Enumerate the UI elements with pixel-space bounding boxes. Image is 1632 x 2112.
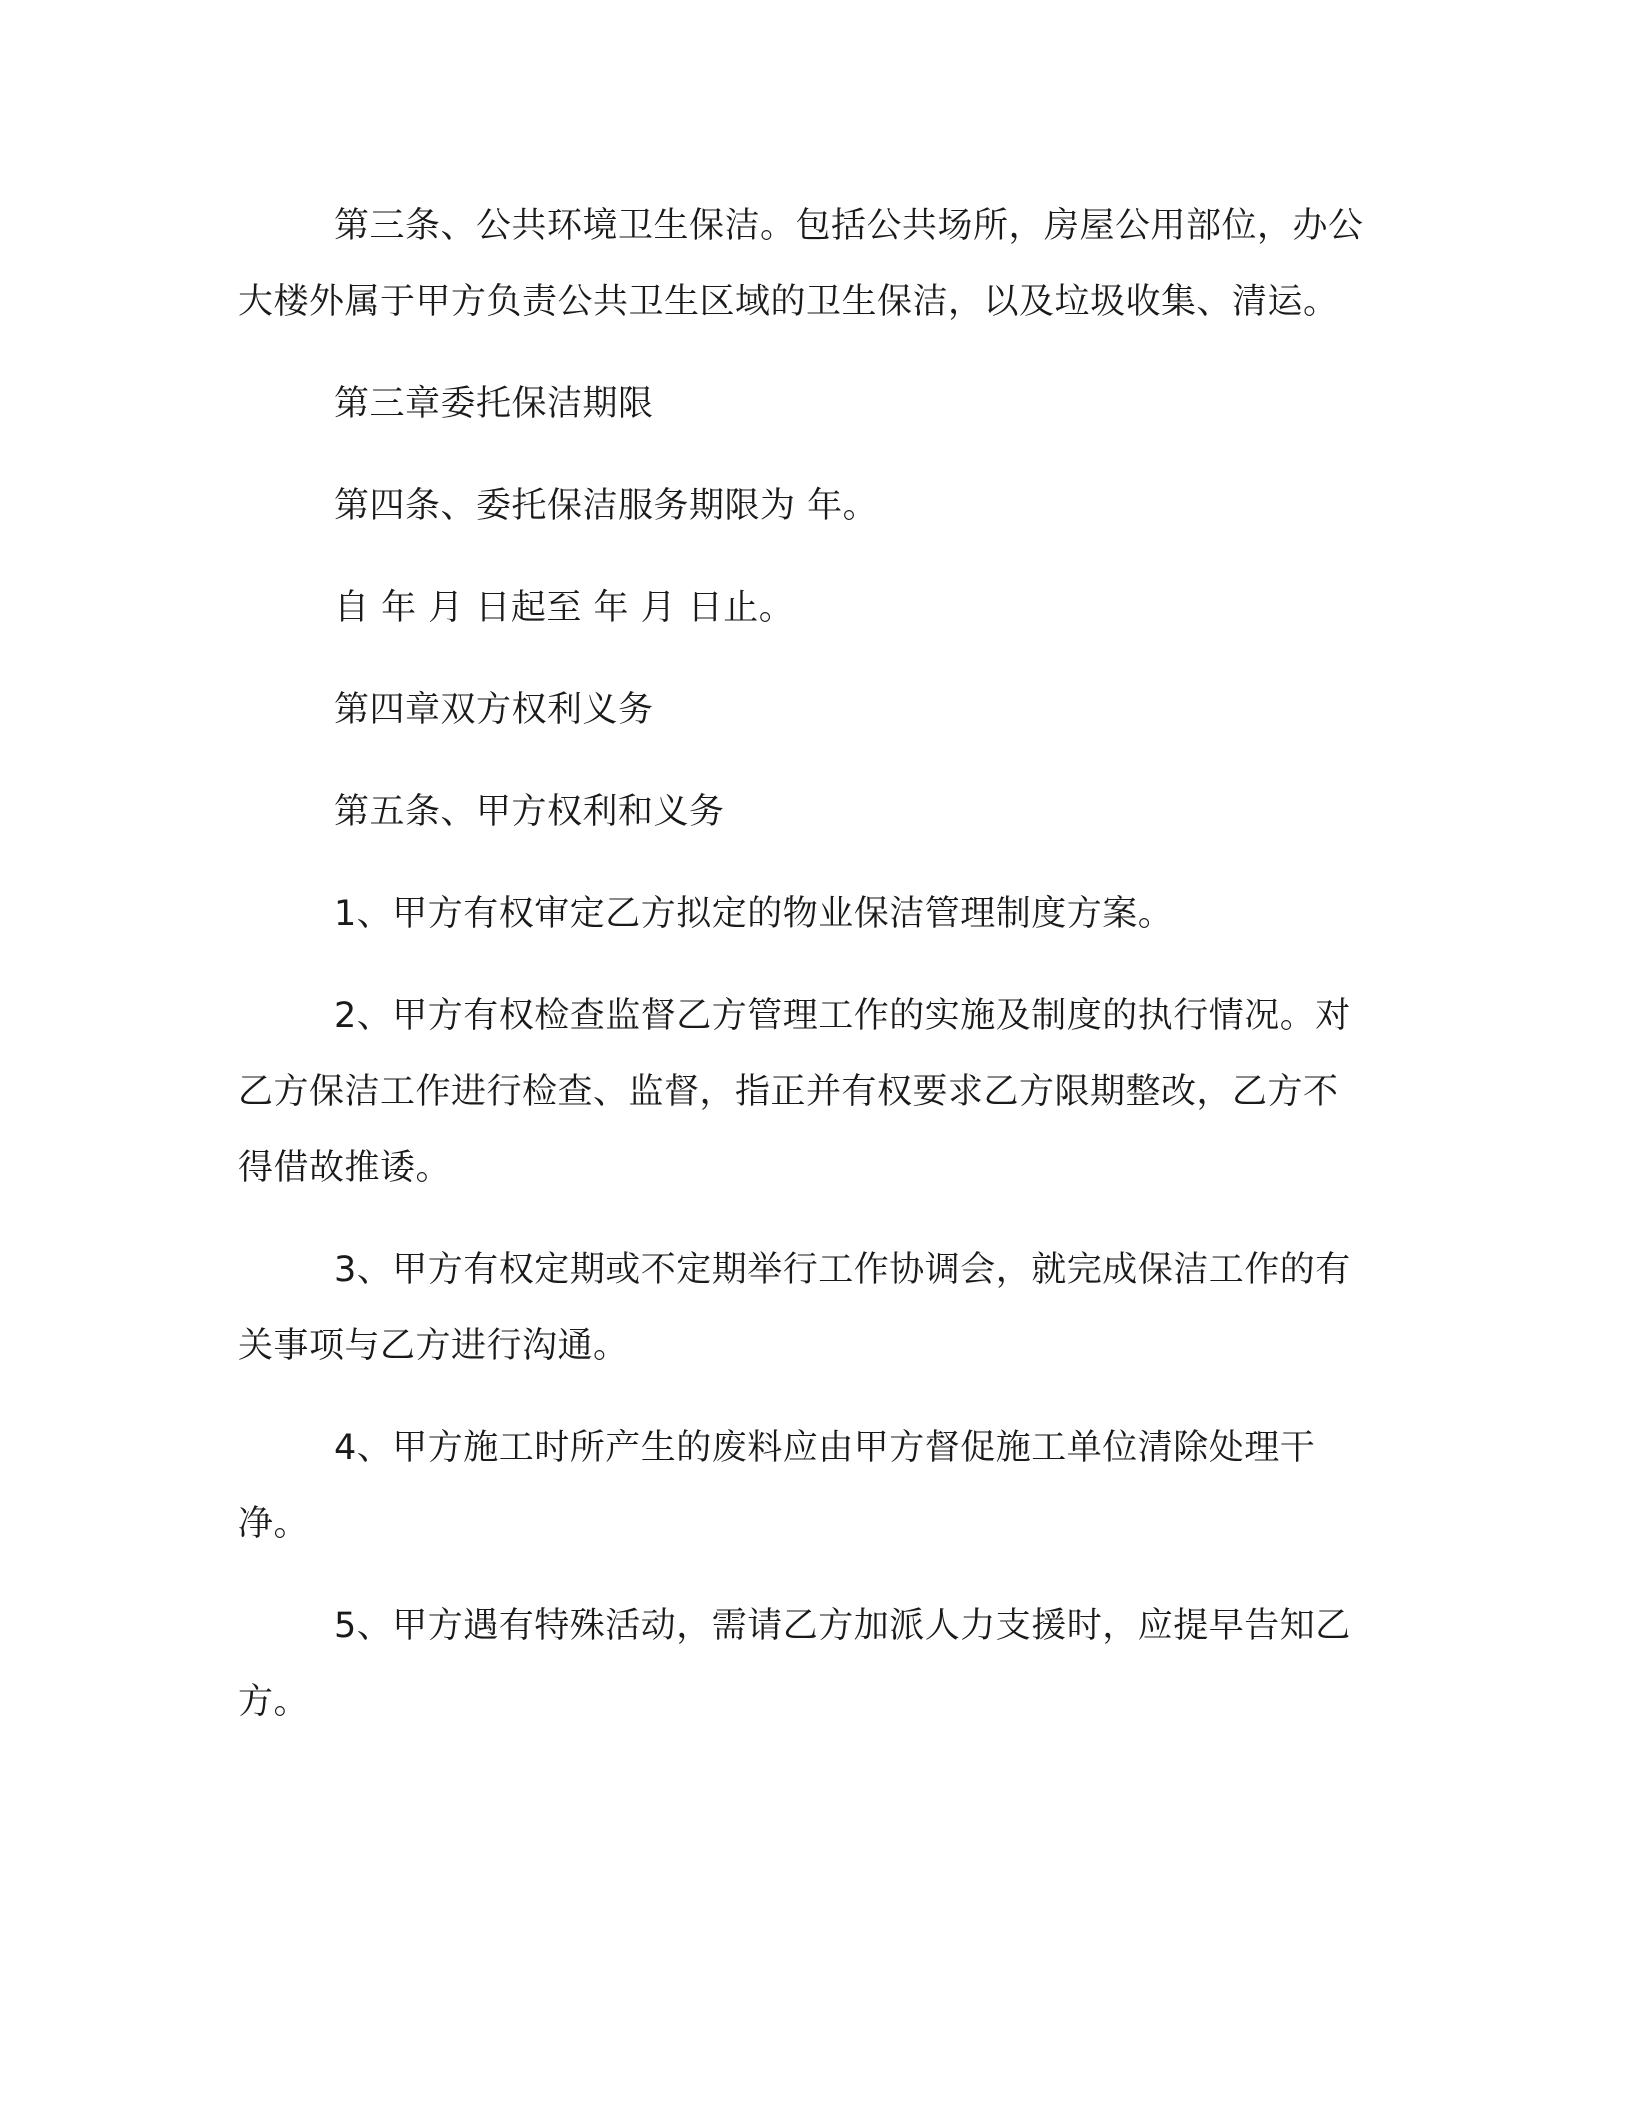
document-body (238, 188, 1368, 1766)
paragraph-article-4: 第四条、委托保洁服务期限为 年。 (334, 486, 879, 526)
list-item-1: 1、甲方有权审定乙方拟定的物业保洁管理制度方案。 (334, 894, 1174, 934)
chapter-heading-3: 第三章委托保洁期限 (334, 384, 654, 424)
list-item-2: 2、甲方有权检查监督乙方管理工作的实施及制度的执行情况。对乙方保洁工作进行检查、监督，指正并有权要求乙方限期整改，乙方不得借故推诿。 (238, 996, 1351, 1188)
list-item-5: 5、甲方遇有特殊活动，需请乙方加派人力支援时，应提早告知乙方。 (238, 1606, 1351, 1722)
list-item-4: 4、甲方施工时所产生的废料应由甲方督促施工单位清除处理干净。 (238, 1428, 1316, 1544)
paragraph-article-5: 第五条、甲方权利和义务 (334, 792, 725, 832)
chapter-heading-4: 第四章双方权利义务 (334, 690, 654, 730)
paragraph-term-dates: 自 年 月 日起至 年 月 日止。 (334, 588, 795, 628)
list-item-3: 3、甲方有权定期或不定期举行工作协调会，就完成保洁工作的有关事项与乙方进行沟通。 (238, 1250, 1351, 1366)
paragraph-article-3: 第三条、公共环境卫生保洁。包括公共场所，房屋公用部位，办公大楼外属于甲方负责公共卫生区域的卫生保洁，以及垃圾收集、清运。 (238, 206, 1364, 322)
